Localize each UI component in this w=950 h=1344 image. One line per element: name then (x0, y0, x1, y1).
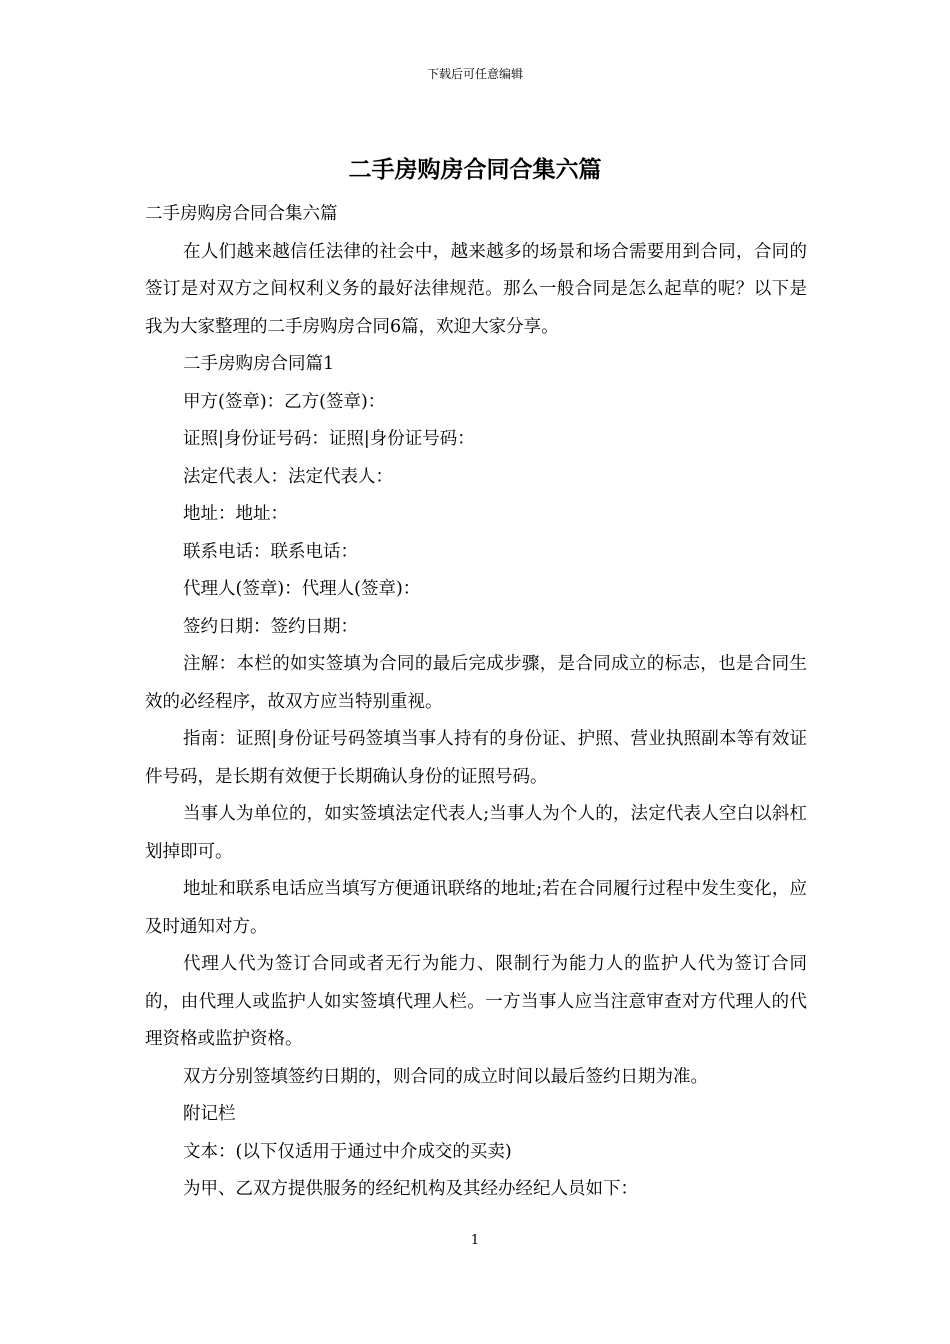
document-subtitle: 二手房购房合同合集六篇 (145, 204, 338, 224)
document-title: 二手房购房合同合集六篇 (348, 156, 602, 183)
broker-intro-line: 为甲、乙双方提供服务的经纪机构及其经办经纪人员如下： (183, 1179, 638, 1199)
signing-date-line: 签约日期：签约日期： (183, 616, 358, 637)
section-heading: 二手房购房合同篇1 (183, 354, 335, 374)
page-number: 1 (470, 1233, 480, 1248)
party-type-paragraph: 当事人为单位的，如实签填法定代表人;当事人为个人的，法定代表人空白以斜杠划掉即可。 (145, 804, 807, 862)
address-line: 地址：地址： (183, 504, 288, 524)
signing-date-paragraph: 双方分别签填签约日期的，则合同的成立时间以最后签约日期为准。 (183, 1066, 708, 1087)
appendix-heading: 附记栏 (183, 1104, 236, 1124)
id-number-line: 证照|身份证号码：证照|身份证号码： (183, 429, 475, 449)
party-signature-line: 甲方(签章)：乙方(签章)： (183, 391, 386, 412)
annotation-paragraph: 注解：本栏的如实签填为合同的最后完成步骤，是合同成立的标志，也是合同生效的必经程序，故双方应当特别重视。 (145, 654, 807, 712)
contact-paragraph: 地址和联系电话应当填写方便通讯联络的地址;若在合同履行过程中发生变化，应及时通知对方。 (145, 879, 807, 937)
appendix-text-line: 文本：(以下仅适用于通过中介成交的买卖) (183, 1141, 512, 1162)
agent-signature-line: 代理人(签章)：代理人(签章)： (183, 579, 421, 599)
phone-line: 联系电话：联系电话： (183, 541, 358, 562)
agent-paragraph: 代理人代为签订合同或者无行为能力、限制行为能力人的监护人代为签订合同的，由代理人或监护人如实签填代理人栏。一方当事人应当注意审查对方代理人的代理资格或监护资格。 (145, 954, 807, 1049)
legal-representative-line: 法定代表人：法定代表人： (183, 466, 393, 487)
page-header-note: 下载后可任意编辑 (426, 67, 523, 81)
intro-paragraph: 在人们越来越信任法律的社会中，越来越多的场景和场合需要用到合同，合同的签订是对双方之间权利义务的最好法律规范。那么一般合同是怎么起草的呢？以下是我为大家整理的二手房购房合同6篇，欢迎大家分享。 (145, 241, 807, 337)
guide-paragraph: 指南：证照|身份证号码签填当事人持有的身份证、护照、营业执照副本等有效证件号码，是长期有效便于长期确认身份的证照号码。 (145, 729, 807, 787)
document-body (145, 196, 807, 1209)
